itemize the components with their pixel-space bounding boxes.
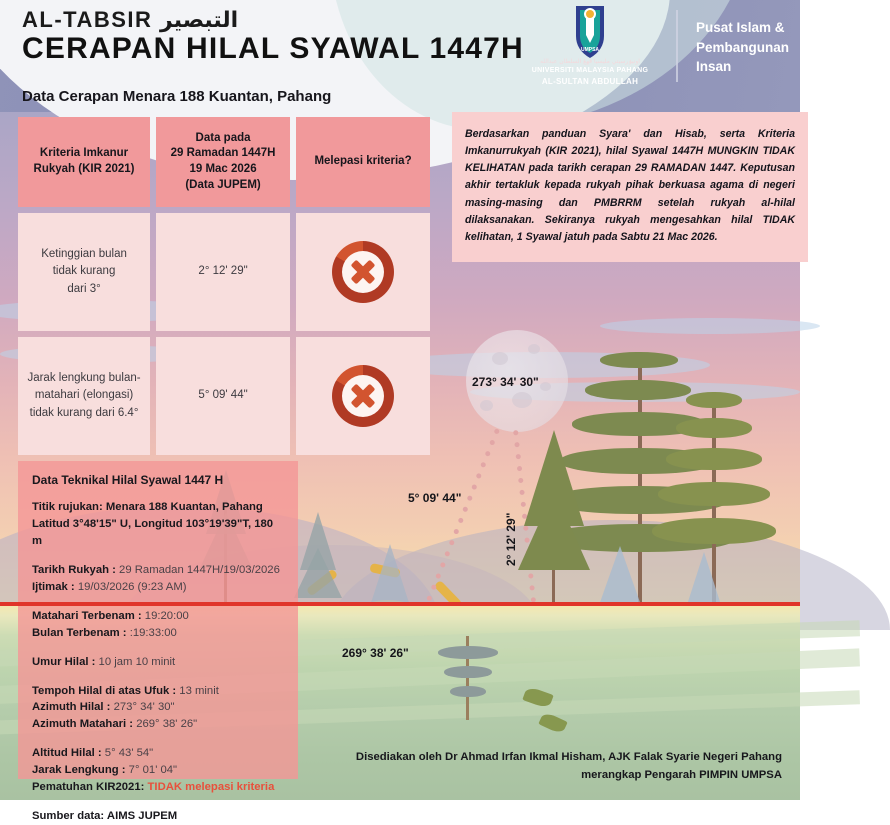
- table-header-row: [18, 117, 430, 207]
- label: Tarikh Rukyah :: [32, 563, 116, 576]
- annotation-sun-azimuth: 269° 38' 26": [342, 646, 409, 660]
- label: Azimuth Matahari :: [32, 718, 134, 731]
- table-row: [18, 337, 430, 455]
- annotation-moon-azimuth: 273° 34' 30": [472, 375, 539, 389]
- brand-title-latin: AL-TABSIR: [22, 7, 153, 32]
- label: Tempoh Hilal di atas Ufuk :: [32, 684, 177, 697]
- table-header-pass: Melepasi kriteria?: [296, 117, 430, 207]
- header-divider: [676, 10, 678, 82]
- header: [0, 0, 800, 112]
- value: 273° 34' 30": [110, 701, 175, 714]
- data-row-azimuth-matahari: [32, 716, 284, 733]
- label: Jarak Lengkung :: [32, 764, 126, 777]
- coordinates-row: Latitud 3°48'15" U, Longitud 103°19'39"T, 180 m: [32, 517, 274, 547]
- cross-circle-icon: [332, 241, 394, 303]
- umpsa-shield-icon: [520, 4, 660, 62]
- umpsa-name-line1: UNIVERSITI MALAYSIA PAHANG: [531, 67, 649, 74]
- reference-point-row: [32, 499, 284, 516]
- credit-text: [356, 749, 782, 784]
- value: 29 Ramadan 1447H/19/03/2026: [115, 563, 280, 576]
- value: :19:33:00: [126, 626, 177, 639]
- credit-line2: merangkap Pengarah PIMPIN UMPSA: [581, 768, 782, 781]
- cross-circle-icon: [332, 365, 394, 427]
- data-row-tempoh-hilal: [32, 683, 284, 700]
- brand-title: [22, 7, 238, 33]
- status-cell: [296, 213, 430, 331]
- horizon-line: [0, 602, 800, 606]
- cloud-shape: [600, 318, 820, 334]
- label: Altitud Hilal :: [32, 747, 102, 760]
- value: 5° 43' 54": [101, 747, 154, 760]
- value: 269° 38' 26": [133, 718, 198, 731]
- value: 7° 01' 04": [125, 764, 178, 777]
- label: Pematuhan KIR2021:: [32, 781, 145, 794]
- annotation-altitude: 2° 12' 29": [504, 512, 518, 566]
- umpsa-logo: [520, 4, 660, 90]
- annotation-elongation: 5° 09' 44": [408, 491, 462, 505]
- criteria-cell: Ketinggian bulan tidak kurang dari 3°: [18, 213, 150, 331]
- table-row: [18, 213, 430, 331]
- data-row-jarak-lengkung: [32, 762, 284, 779]
- svg-text:UMPSA: UMPSA: [580, 47, 600, 53]
- value: 19:20:00: [141, 609, 189, 622]
- data-row-altitud-hilal: [32, 745, 284, 762]
- table-header-data: Data pada 29 Ramadan 1447H 19 Mac 2026 (Data JUPEM): [156, 117, 290, 207]
- label: Matahari Terbenam :: [32, 609, 142, 622]
- data-row-matahari-terbenam: [32, 608, 284, 625]
- label: Azimuth Hilal :: [32, 701, 111, 714]
- brand-title-arabic: التبصير: [160, 8, 239, 33]
- value: 10 jam 10 minit: [95, 655, 176, 668]
- data-source: Sumber data: AIMS JUPEM: [32, 810, 178, 823]
- umpsa-name-line2: AL-SULTAN ABDULLAH: [541, 77, 639, 86]
- value-cell: 5° 09' 44": [156, 337, 290, 455]
- data-row-umur-hilal: [32, 654, 284, 671]
- organisation-name: [696, 18, 800, 77]
- value: 13 minit: [176, 684, 219, 697]
- reference-point-label: Titik rujukan:: [32, 501, 103, 513]
- umpsa-arabic-name: اونيۏرسيتي مليسيا ڤهڠ السلطان عبدالله: [540, 58, 640, 65]
- organisation-line1: Pusat Islam &: [696, 20, 785, 35]
- criteria-cell: Jarak lengkung bulan- matahari (elongasi) tidak kurang dari 6.4°: [18, 337, 150, 455]
- data-row-azimuth-hilal: [32, 699, 284, 716]
- organisation-line2: Pembangunan Insan: [696, 39, 790, 75]
- label: Ijtimak :: [32, 580, 75, 593]
- technical-panel-title: Data Teknikal Hilal Syawal 1447 H: [32, 473, 224, 487]
- data-row-ijtimak: [32, 579, 284, 596]
- value: 19/03/2026 (9:23 AM): [74, 580, 187, 593]
- compliance-status: TIDAK melepasi kriteria: [144, 781, 275, 794]
- reference-point-value: Menara 188 Kuantan, Pahang: [105, 501, 263, 513]
- page-title: CERAPAN HILAL SYAWAL 1447H: [22, 32, 524, 65]
- technical-data-panel: [18, 461, 298, 823]
- data-row-bulan-terbenam: [32, 625, 284, 642]
- criteria-table: [18, 117, 430, 461]
- status-cell: [296, 337, 430, 455]
- credit-line1: Disediakan oleh Dr Ahmad Irfan Ikmal Hisham, AJK Falak Syarie Negeri Pahang: [355, 751, 782, 763]
- label: Umur Hilal :: [32, 655, 96, 668]
- table-header-criteria: Kriteria Imkanur Rukyah (KIR 2021): [18, 117, 150, 207]
- label: Bulan Terbenam :: [32, 626, 127, 639]
- data-row-pematuhan-kir: [32, 779, 284, 796]
- summary-note: Berdasarkan panduan Syara' dan Hisab, serta Kriteria Imkanurrukyah (KIR 2021), hilal Syawal 1447H MUNGKIN TIDAK KELIHATAN pada tarikh cerapan 29 RAMADAN 1447. Keputusan akhir tertakluk kepada rukyah pihak berkuasa agama di negeri masing-masing dan PMBRRM setelah rukyah al-hilal dilaksanakan. Sekiranya rukyah mengesahkan hilal TIDAK kelihatan, 1 Syawal jatuh pada Sabtu 21 Mac 2026.: [452, 112, 808, 262]
- data-row-tarikh-rukyah: [32, 562, 284, 579]
- page-subtitle: Data Cerapan Menara 188 Kuantan, Pahang: [22, 88, 332, 105]
- value-cell: 2° 12' 29": [156, 213, 290, 331]
